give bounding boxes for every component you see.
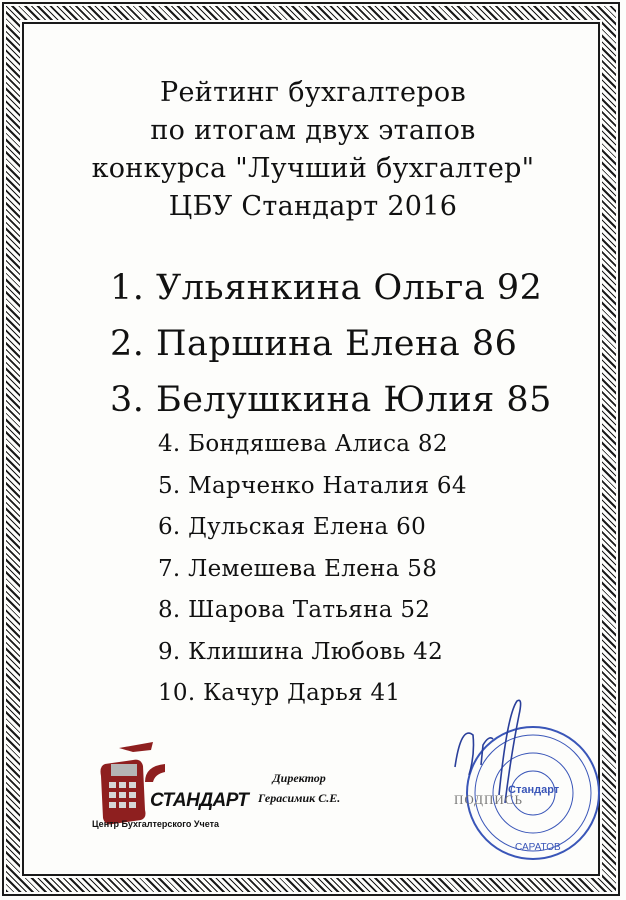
ranking-item-2: 2. Паршина Елена 86 — [110, 324, 518, 364]
logo-subtitle: Центр Бухгалтерского Учета — [92, 819, 220, 829]
document-title — [0, 74, 626, 226]
title-line-4: ЦБУ Стандарт 2016 — [168, 191, 458, 222]
ranking-item-10: 10. Качур Дарья 41 — [158, 680, 401, 706]
director-block — [258, 768, 340, 808]
title-line-1: Рейтинг бухгалтеров — [160, 77, 466, 108]
ranking-item-3: 3. Белушкина Юлия 85 — [110, 380, 552, 420]
ranking-item-5: 5. Марченко Наталия 64 — [158, 472, 467, 499]
ranking-item-6: 6. Дульская Елена 60 — [158, 514, 427, 540]
top-three-list — [110, 260, 552, 428]
title-line-3: конкурса "Лучший бухгалтер" — [91, 153, 535, 184]
title-line-2: по итогам двух этапов — [150, 115, 476, 146]
director-name: Герасимик С.Е. — [258, 791, 341, 805]
logo-wordmark: СТАНДАРТ — [150, 790, 249, 811]
ranking-list — [158, 424, 467, 715]
ranking-item-1: 1. Ульянкина Ольга 92 — [110, 268, 543, 308]
signature-caption: ПОДПИСЬ — [454, 792, 523, 807]
ranking-item-8: 8. Шарова Татьяна 52 — [158, 597, 431, 623]
ranking-item-4: 4. Бондяшева Алиса 82 — [158, 431, 448, 457]
ranking-item-9: 9. Клишина Любовь 42 — [158, 638, 444, 665]
director-role: Директор — [272, 771, 326, 785]
ranking-item-7: 7. Лемешева Елена 58 — [158, 555, 438, 582]
stamp-center-text: Стандарт — [508, 784, 560, 796]
stamp-bottom-text: САРАТОВ — [515, 842, 561, 853]
